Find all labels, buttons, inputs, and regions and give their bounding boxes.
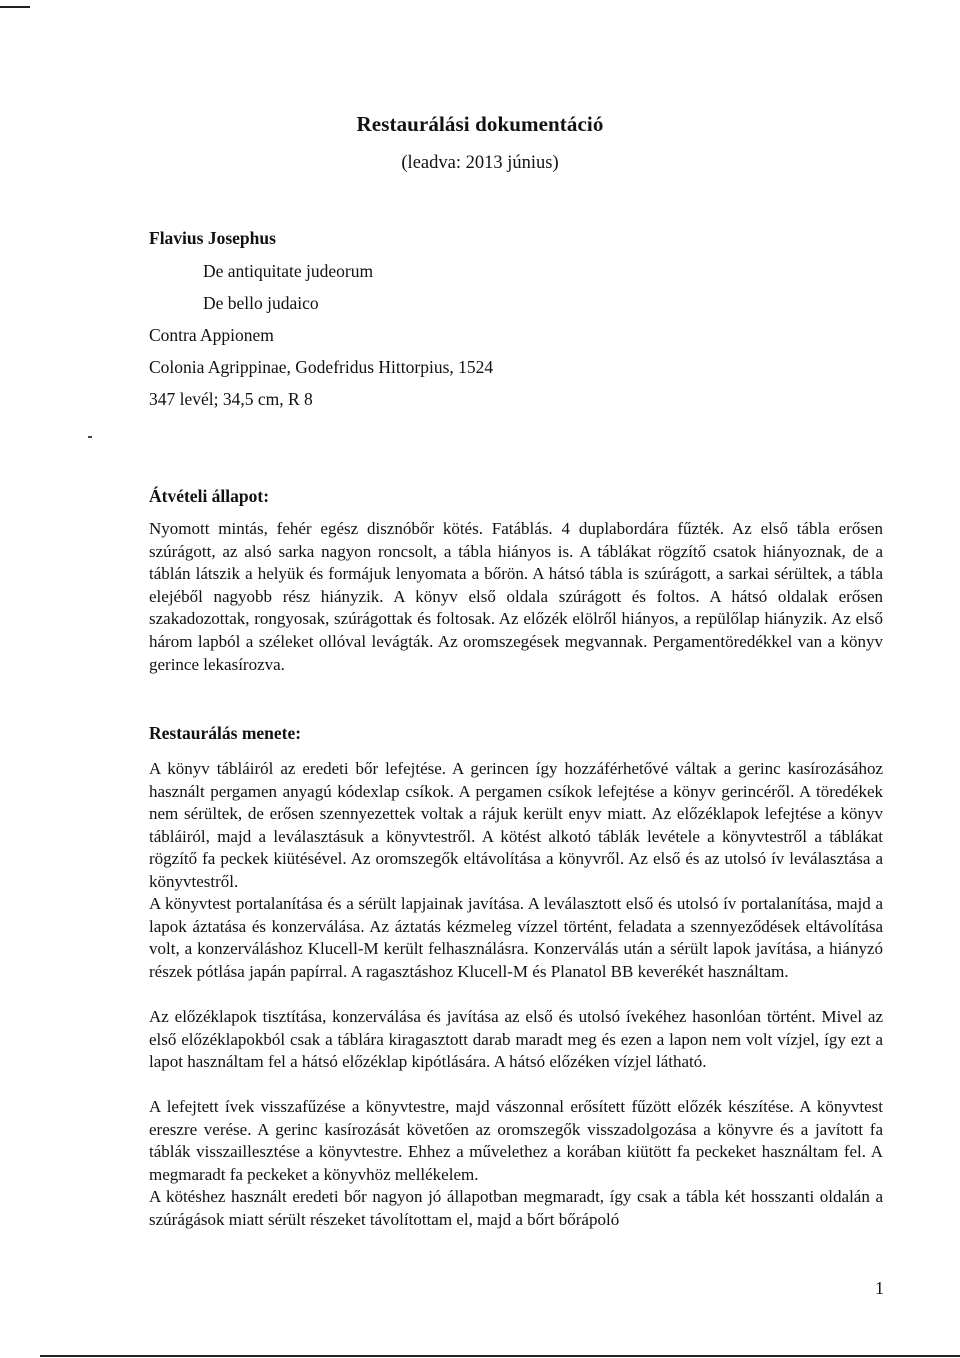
author-name: Flavius Josephus — [149, 228, 276, 248]
scan-edge-mark — [0, 6, 30, 8]
process-paragraph-1: A könyv tábláiról az eredeti bőr lefejtése. A gerincen így hozzáférhetővé váltak a gerinc kasírozásához használt pergamen anyagú kódexlap csíkok. A pergamen csíkok lefejtése a könyv gerincéről. A töredékek nem sérültek, de erősen szennyezettek voltak a rájuk került enyv miatt. Az előzéklapok lefejtése a könyv tábláiról, majd a leválasztásuk a könyvtestről. A kötést alkotó táblák levétele a könyvtestről a táblákat rögzítő fa peckek kiütésével. Az oromszegők eltávolítása a könyvről. Az első és az utolsó ív leválasztása a könyvtestről. — [149, 759, 883, 891]
condition-paragraph: Nyomott mintás, fehér egész disznóbőr kötés. Fatáblás. 4 duplabordára fűzték. Az első tábla erősen szúrágott, az alsó sarka nagyon roncsolt, a tábla hiányos is. A táblákat rögzítő csatok hiányoznak, de a táblán látszik a helyük és formájuk lenyomata a bőrön. A hátsó tábla is szúrágott, a sarkai sérültek, a tábla elejéből nagyobb rész hiányzik. A könyv első oldala szúrágott és foltos. A hátsó oldalak erősen szakadozottak, rongyosak, szúrágottak és foltosak. Az előzék elölről hiányos, a repülőlap hiányzik. Az első három lapból a széleket ollóval levágták. Az oromszegések megvannak. Pergamentöredékkel van a könyv gerince lekasírozva. — [149, 519, 883, 674]
condition-heading: Átvételi állapot: — [149, 486, 270, 506]
work-title-appionem: Contra Appionem — [149, 325, 274, 345]
imprint-line: Colonia Agrippinae, Godefridus Hittorpius, 1524 — [149, 357, 494, 377]
process-heading: Restaurálás menete: — [149, 723, 302, 743]
scan-speck — [88, 436, 92, 438]
work-title-antiquitates: De antiquitate judeorum — [203, 261, 374, 281]
submission-date: (leadva: 2013 június) — [401, 153, 559, 173]
process-paragraph-3: Az előzéklapok tisztítása, konzerválása és javítása az első és utolsó ívekéhez hasonlóan történt. Mivel az első előzéklapokból csak a táblára kiragasztott darab maradt meg és ezen a lapon nem volt vízjel, így ezt a lapot használtam fel a hátsó előzéklap kipótlására. A hátsó előzéken vízjel látható. — [149, 1007, 883, 1072]
process-paragraph-5: A kötéshez használt eredeti bőr nagyon jó állapotban megmaradt, így csak a tábla két hosszanti oldalán a szúrágások miatt sérült részeket távolítottam el, majd a bőrt bőrápoló — [149, 1187, 883, 1229]
process-paragraph-2: A könyvtest portalanítása és a sérült lapjainak javítása. A leválasztott első és utolsó ív portalanítása, majd a lapok áztatása és konzerválása. Az áztatás kézmeleg vízzel történt, feladata a szennyeződések eltávolítása volt, a konzerváláshoz Klucell-M került felhasználásra. Konzerválás után a sérült lapok javítása, a hiányzó részek pótlása japán papírral. A ragasztáshoz Klucell-M és Planatol BB keverékét használtam. — [149, 894, 883, 981]
page-number: 1 — [875, 1278, 884, 1298]
physical-description: 347 levél; 34,5 cm, R 8 — [149, 389, 313, 409]
scan-bottom-edge — [40, 1355, 960, 1357]
process-paragraph-4: A lefejtett ívek visszafűzése a könyvtestre, majd vászonnal erősített fűzött előzék készítése. A könyvtest ereszre verése. A gerinc kasírozását követően az oromszegők visszadolgozása a könyvre és a javított fa táblák visszaillesztése a könyvtestre. Ehhez a művelethez a korában kiütött fa peckeket használtam fel. A megmaradt fa peckeket a könyvhöz mellékelem. — [149, 1097, 883, 1184]
document-title: Restaurálási dokumentáció — [356, 112, 604, 136]
work-title-bello: De bello judaico — [203, 293, 319, 313]
